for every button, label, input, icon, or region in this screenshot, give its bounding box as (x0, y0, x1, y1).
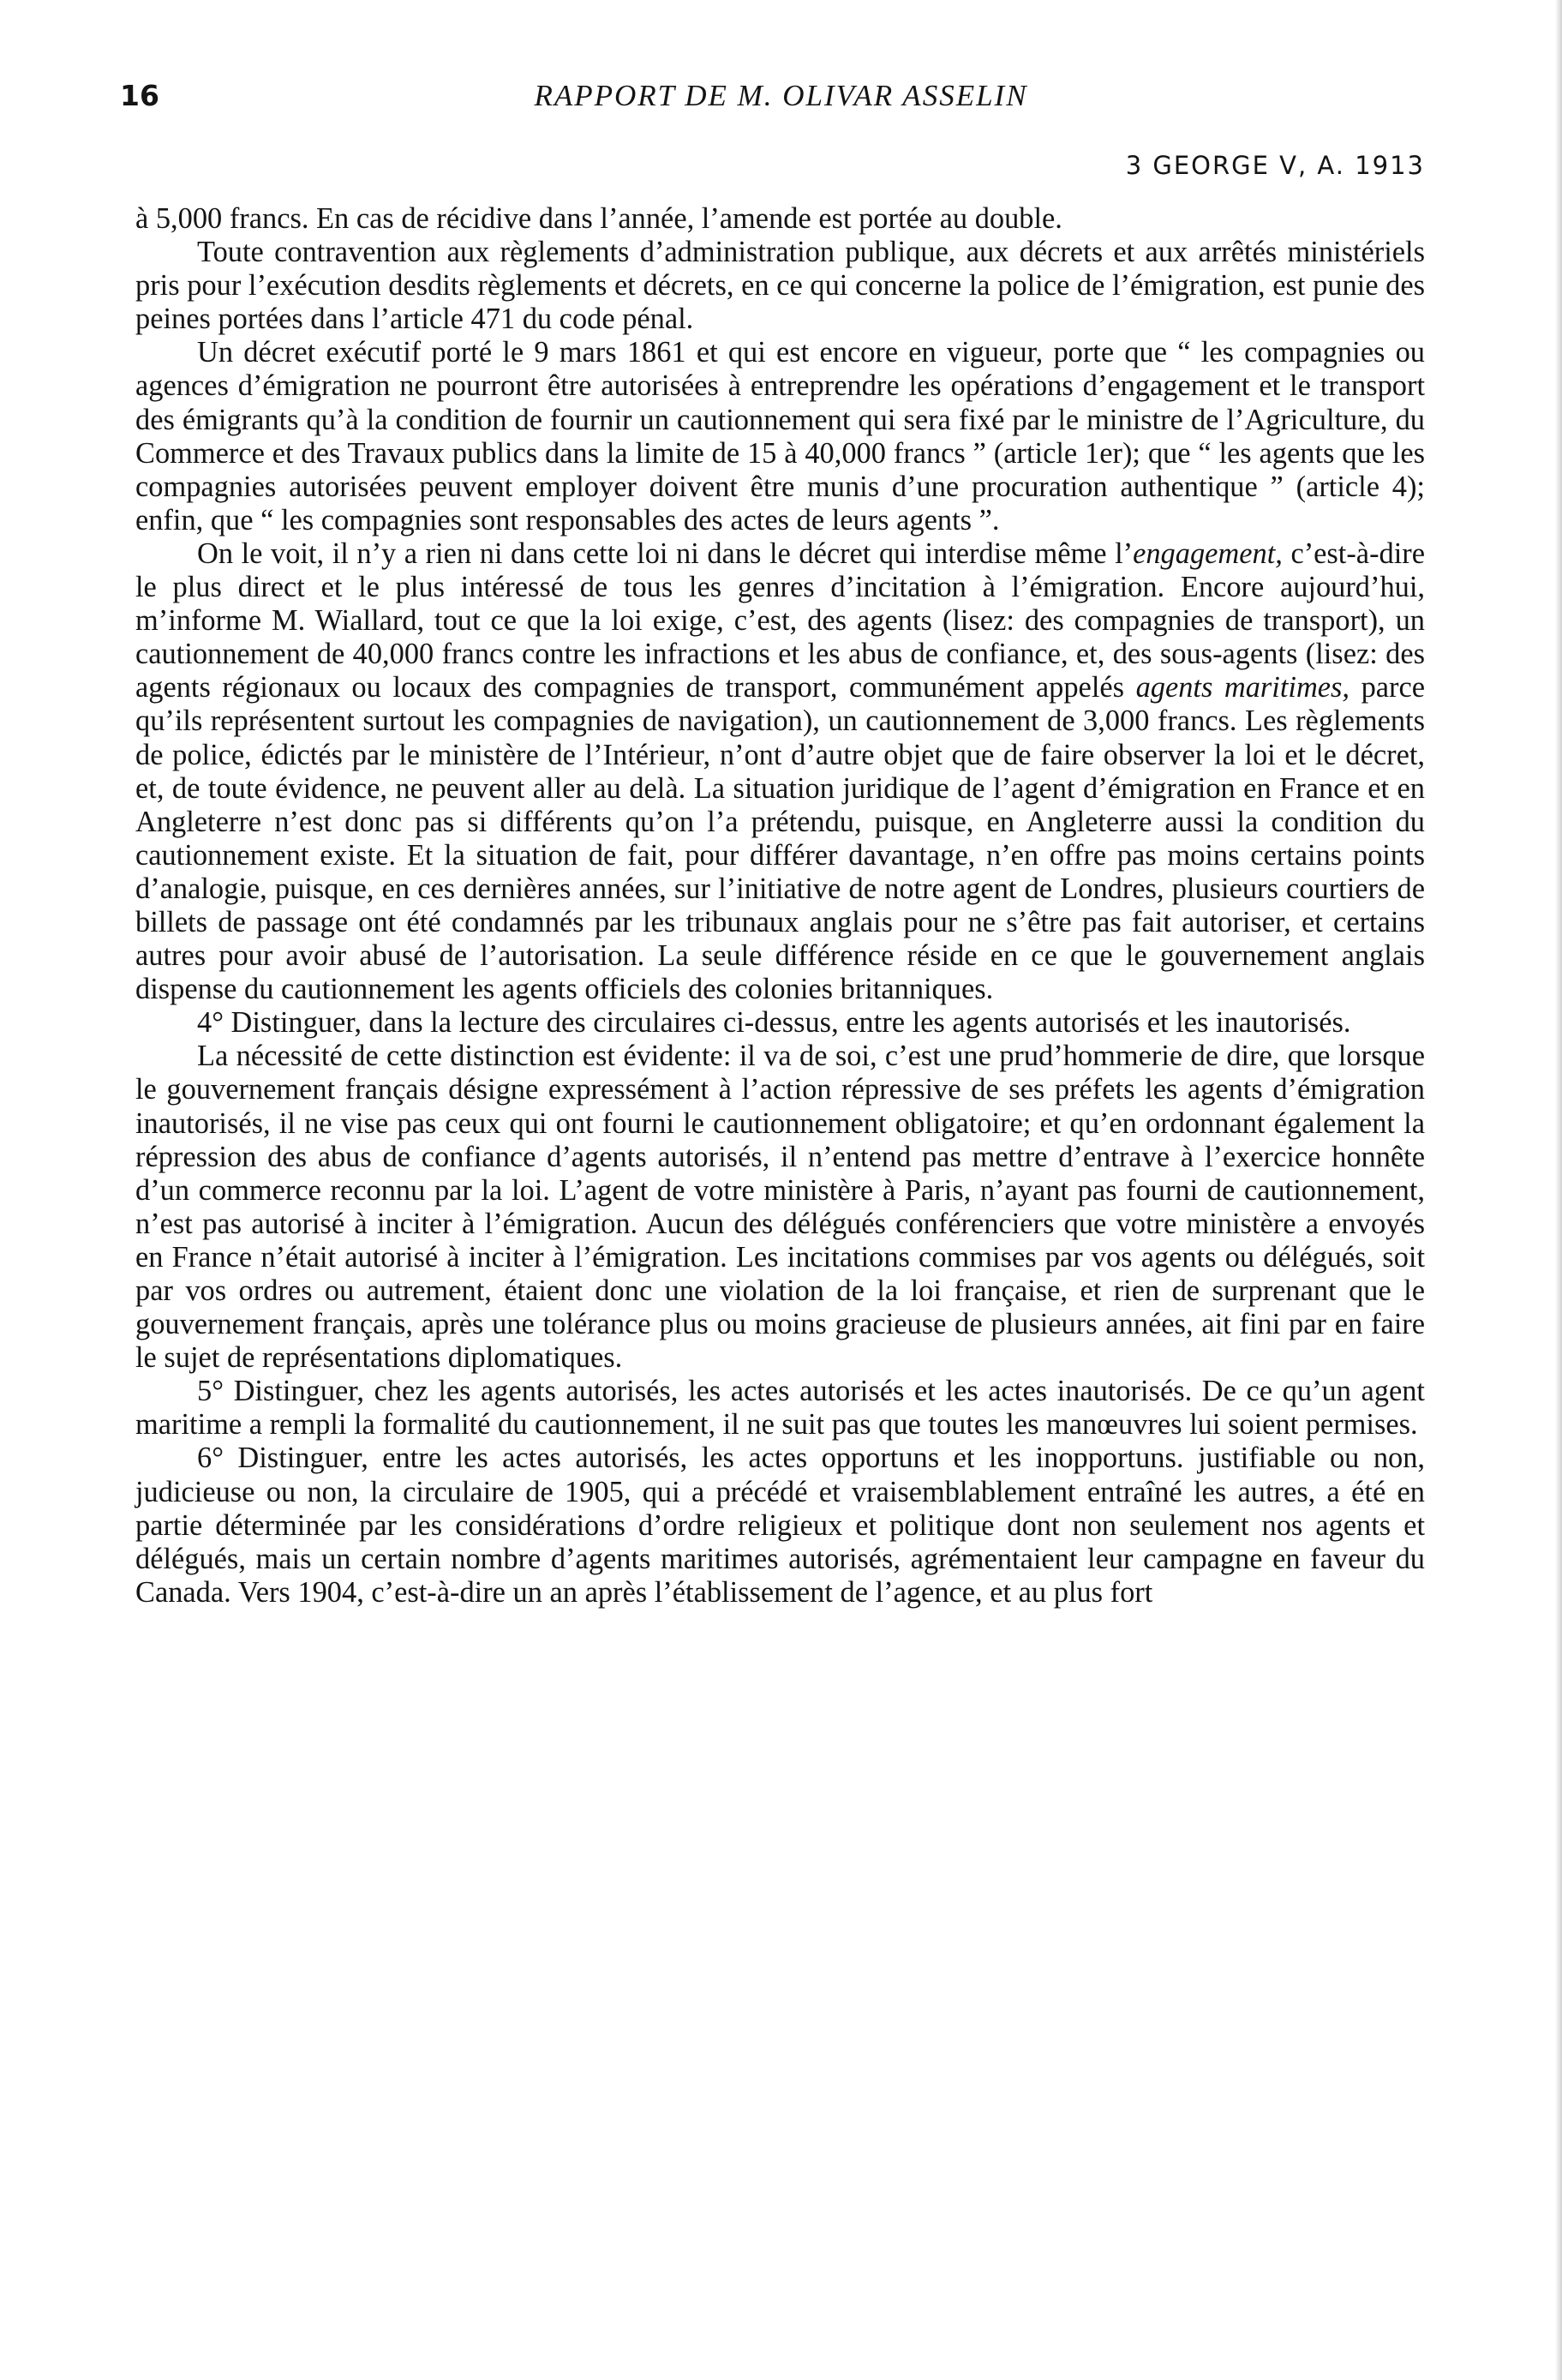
paragraph: Toute contravention aux règlements d’administration publique, aux décrets et aux arrêtés ministériels pris pour l’exécution desdits règlements et décrets, en ce qui concerne la police de l’émigration, est punie des peines portées dans l’article 471 du code pénal. (135, 236, 1425, 336)
page-edge-shadow (1555, 0, 1562, 2380)
page-number: 16 (120, 79, 159, 112)
text-run: On le voit, il n’y a rien ni dans cette loi ni dans le décret qui interdise même l’ (197, 537, 1134, 570)
session-label: 3 GEORGE V, A. 1913 (1125, 151, 1425, 180)
body-text (135, 202, 1425, 1610)
paragraph: Un décret exécutif porté le 9 mars 1861 et qui est encore en vigueur, porte que “ les compagnies ou agences d’émigration ne pourront être autorisées à entreprendre les opérations d’engagement et le transport des émigrants qu’à la condition de fournir un cautionnement qui sera fixé par le ministre de l’Agriculture, du Commerce et des Travaux publics dans la limite de 15 à 40,000 francs ” (article 1er); que “ les agents que les compagnies autorisées peuvent employer doivent être munis d’une procuration authentique ” (article 4); enfin, que “ les compagnies sont responsables des actes de leurs agents ”. (135, 336, 1425, 537)
running-title: RAPPORT DE M. OLIVAR ASSELIN (534, 79, 1028, 112)
paragraph: 5° Distinguer, chez les agents autorisés, les actes autorisés et les actes inautorisés. De ce qu’un agent maritime a rempli la formalité du cautionnement, il ne suit pas que toutes les manœuvres lui soient permises. (135, 1375, 1425, 1442)
paragraph (135, 537, 1425, 1006)
text-run: c’est-à-dire le plus direct et le plus intéressé de tous les genres d’incitation à l’émigration. Encore aujourd’hui, m’informe M. Wiallard, tout ce que la loi exige, c’est, des agents (lisez: des compagnies de transport), un cautionnement de 40,000 francs contre les infractions et les abus de confiance, et, des sous-agents (lisez: des agents régionaux ou locaux des compagnies de transport, communément appelés (135, 537, 1425, 704)
paragraph: à 5,000 francs. En cas de récidive dans l’année, l’amende est portée au double. (135, 202, 1062, 235)
text-run: parce qu’ils représentent surtout les compagnies de navigation), un cautionnement de 3,000 francs. Les règlements de police, édictés par le ministère de l’Intérieur, n’ont d’autre objet que de faire observer la loi et le décret, et, de toute évidence, ne peuvent aller au delà. La situation juridique de l’agent d’émigration en France et en Angleterre n’est donc pas si différents qu’on l’a prétendu, puisque, en Angleterre aussi la condition du cautionnement existe. Et la situation de fait, pour différer davantage, n’en offre pas moins certains points d’analogie, puisque, en ces dernières années, sur l’initiative de notre agent de Londres, plusieurs courtiers de billets de passage ont été condamnés par les tribunaux anglais pour ne s’être pas fait autoriser, et certains autres pour avoir abusé de l’autorisation. La seule différence réside en ce que le gouvernement anglais dispense du cautionnement les agents officiels des colonies britanniques. (135, 671, 1426, 1006)
paragraph: 4° Distinguer, dans la lecture des circulaires ci-dessus, entre les agents autorisés et les inautorisés. (197, 1006, 1351, 1040)
paragraph: La nécessité de cette distinction est évidente: il va de soi, c’est une prud’hommerie de dire, que lorsque le gouvernement français désigne expressément à l’action répressive de ses préfets les agents d’émigration inautorisés, il ne vise pas ceux qui ont fourni le cautionnement obligatoire; et qu’en ordonnant également la répression des abus de confiance d’agents autorisés, il n’entend pas mettre d’entrave à l’exercice honnête d’un commerce reconnu par la loi. L’agent de votre ministère à Paris, n’ayant pas fourni de cautionnement, n’est pas autorisé à inciter à l’émigration. Aucun des délégués conférenciers que votre ministère a envoyés en France n’était autorisé à inciter à l’émigration. Les incitations commises par vos agents ou délégués, soit par vos ordres ou autrement, étaient donc une violation de la loi française, et rien de surprenant que le gouvernement français, après une tolérance plus ou moins gracieuse de plusieurs années, ait fini par en faire le sujet de représentations diplomatiques. (135, 1040, 1425, 1375)
italic-term: engagement, (1133, 537, 1283, 570)
italic-term: agents maritimes, (1135, 671, 1350, 704)
paragraph: 6° Distinguer, entre les actes autorisés, les actes opportuns et les inopportuns. justifiable ou non, judicieuse ou non, la circulaire de 1905, qui a précédé et vraisemblablement entraîné les autres, a été en partie déterminée par les considérations d’ordre religieux et politique dont non seulement nos agents et délégués, mais un certain nombre d’agents maritimes autorisés, agrémentaient leur campagne en faveur du Canada. Vers 1904, c’est-à-dire un an après l’établissement de l’agence, et au plus fort (135, 1442, 1425, 1609)
